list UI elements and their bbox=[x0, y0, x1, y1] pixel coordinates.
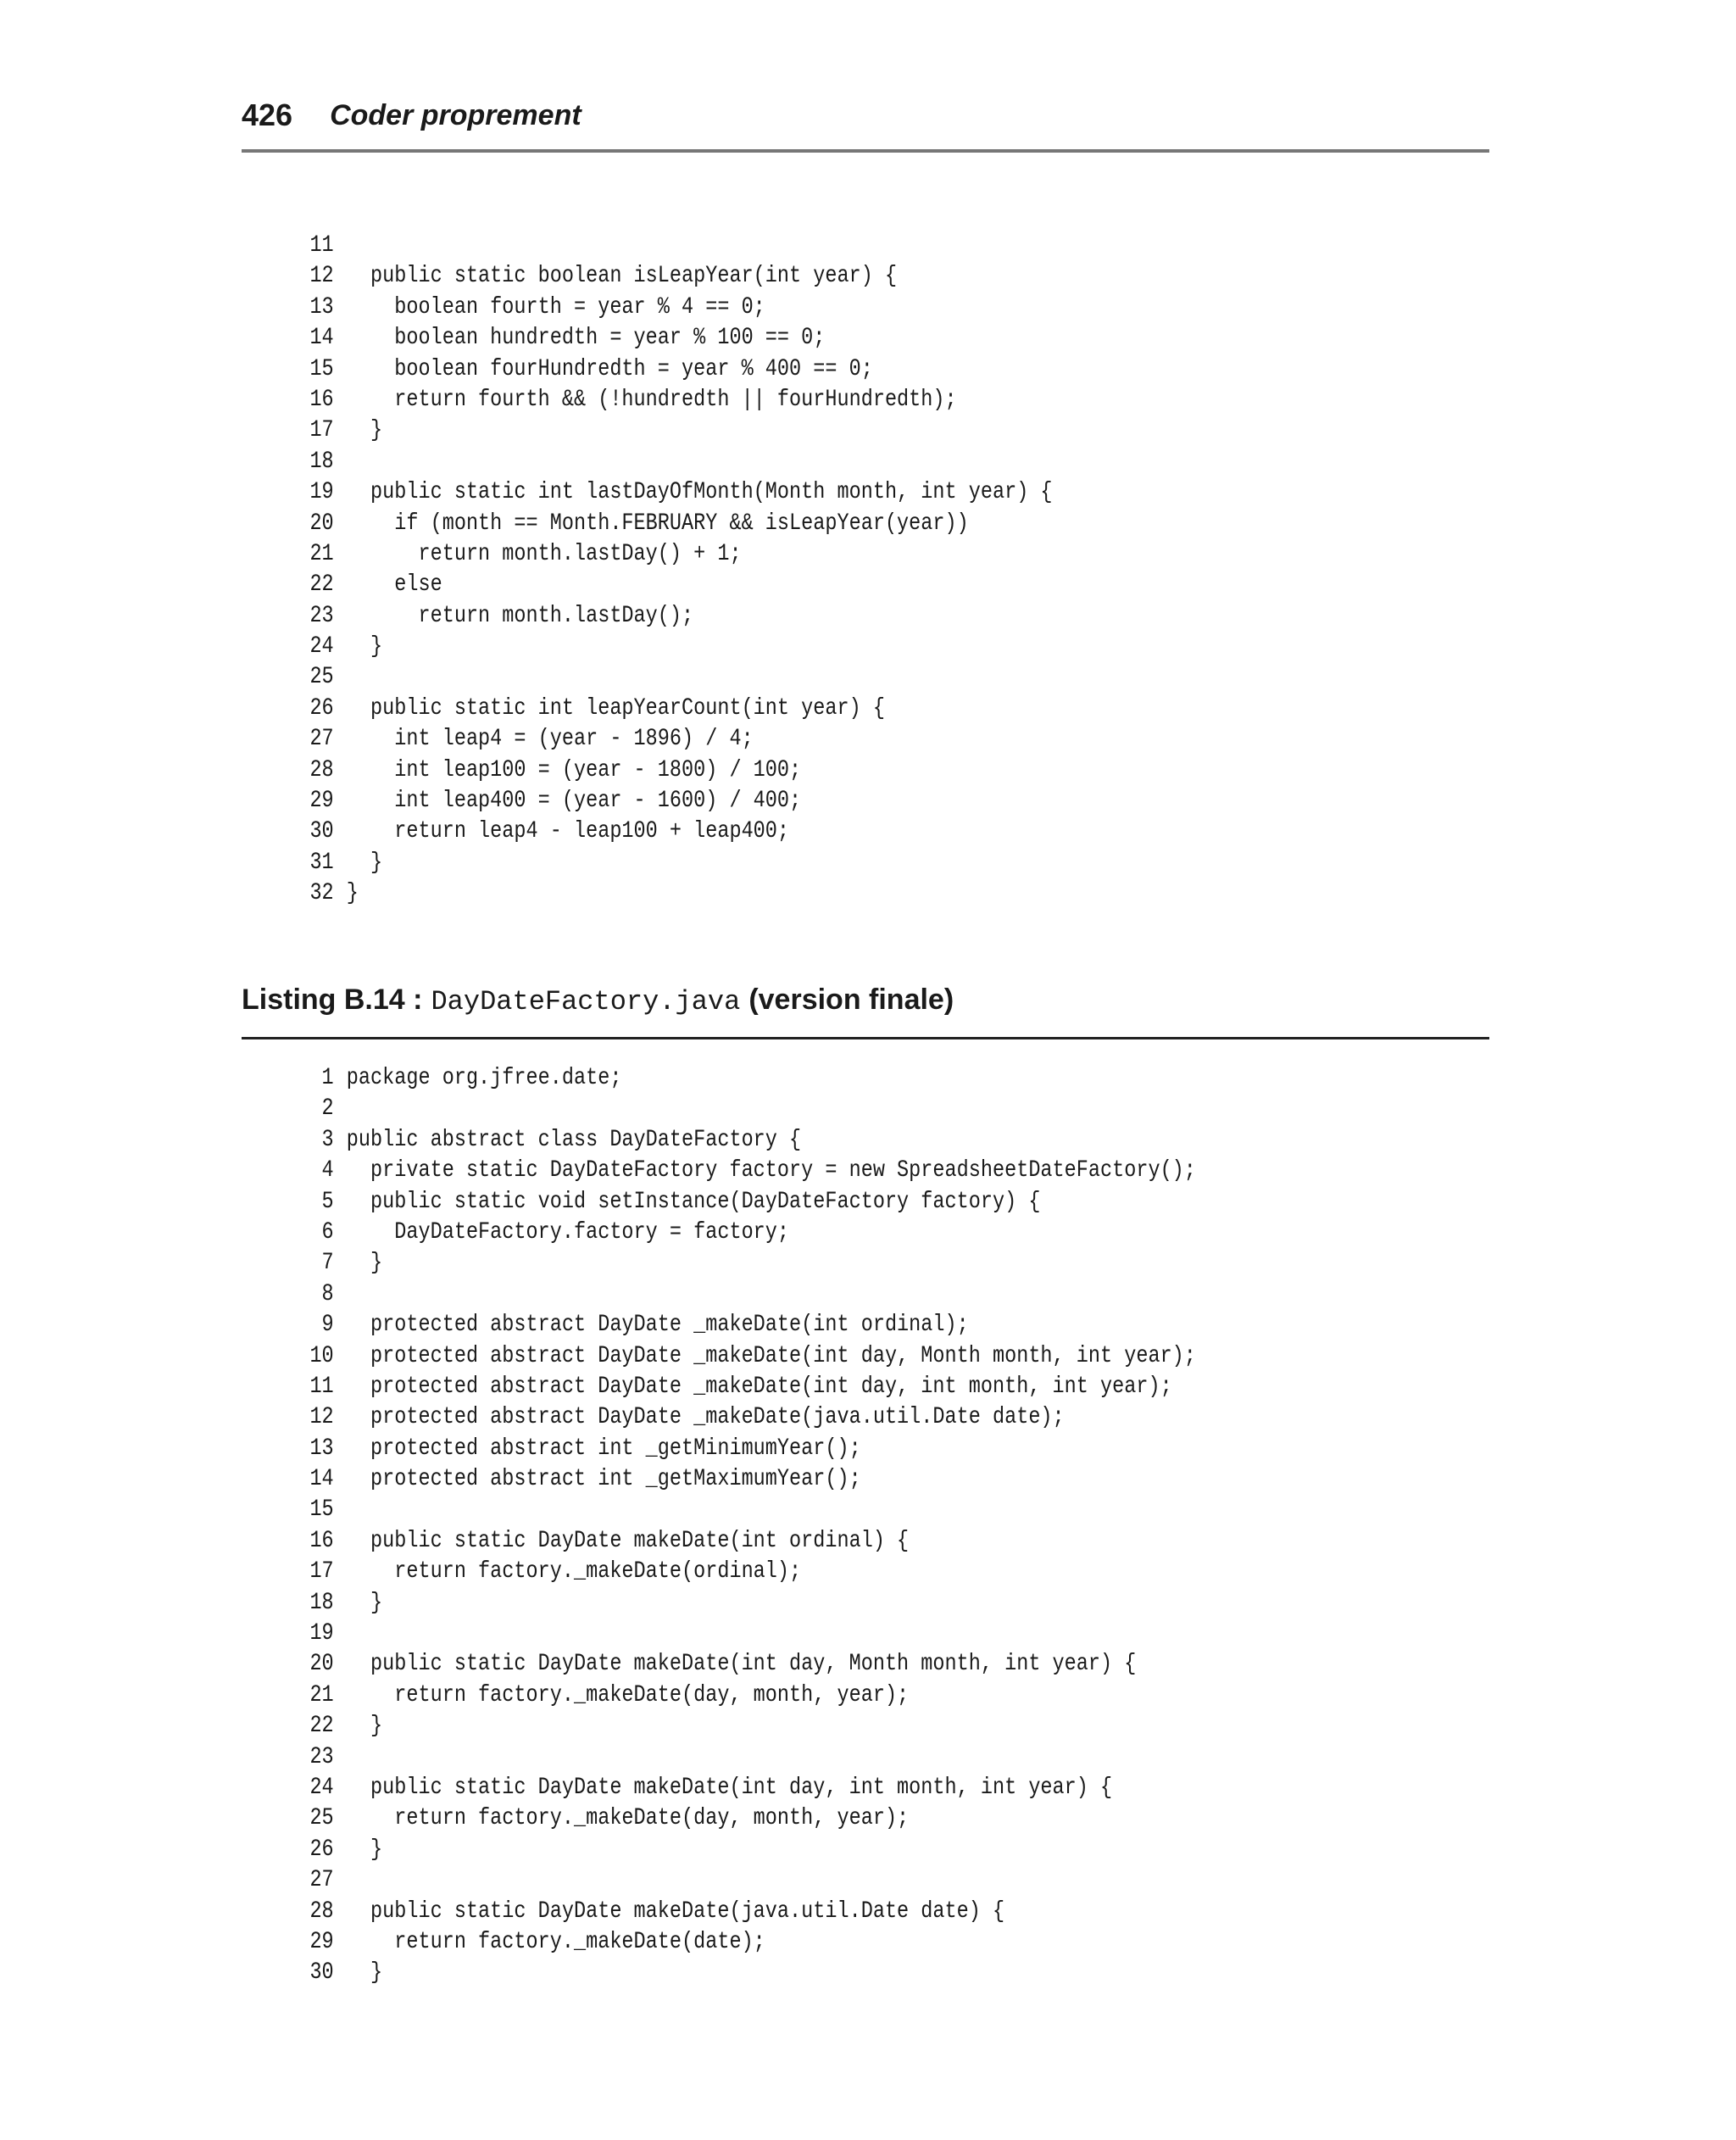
code-line bbox=[297, 1125, 1294, 1156]
line-code: } bbox=[346, 1713, 383, 1740]
line-code: } bbox=[346, 1959, 383, 1987]
line-number: 26 bbox=[309, 1836, 334, 1863]
code-line bbox=[297, 1094, 1294, 1124]
line-code: if (month == Month.FEBRUARY && isLeapYear(year)) bbox=[346, 510, 969, 537]
line-code: package org.jfree.date; bbox=[346, 1065, 622, 1091]
code-line bbox=[297, 878, 1294, 909]
line-code: return leap4 - leap100 + leap400; bbox=[346, 818, 790, 845]
line-code: protected abstract int _getMinimumYear(); bbox=[346, 1435, 861, 1462]
line-code: DayDateFactory.factory = factory; bbox=[346, 1218, 790, 1246]
code-line bbox=[297, 755, 1294, 786]
line-code: public static DayDate makeDate(int day, Month month, int year) { bbox=[346, 1651, 1137, 1678]
line-code: public static int leapYearCount(int year) { bbox=[346, 694, 885, 722]
line-number: 26 bbox=[309, 694, 334, 722]
code-line bbox=[297, 447, 1294, 477]
listing-suffix: (version finale) bbox=[748, 984, 954, 1016]
running-title: Coder proprement bbox=[330, 99, 581, 131]
line-number: 20 bbox=[309, 510, 334, 537]
line-code: boolean hundredth = year % 100 == 0; bbox=[346, 325, 826, 352]
code-line bbox=[297, 1402, 1294, 1433]
code-line bbox=[297, 662, 1294, 693]
code-line bbox=[297, 1557, 1294, 1587]
line-code: return month.lastDay() + 1; bbox=[346, 540, 742, 567]
line-number: 8 bbox=[321, 1280, 334, 1307]
line-number: 18 bbox=[309, 448, 334, 475]
code-line bbox=[297, 1279, 1294, 1310]
code-line bbox=[297, 1218, 1294, 1248]
line-code: return factory._makeDate(day, month, year); bbox=[346, 1681, 910, 1708]
line-number: 18 bbox=[309, 1589, 334, 1616]
line-code: else bbox=[346, 571, 442, 599]
code-line bbox=[297, 1434, 1294, 1464]
line-number: 17 bbox=[309, 1558, 334, 1585]
code-line bbox=[297, 1063, 1294, 1094]
line-code: public static DayDate makeDate(int day, int month, int year) { bbox=[346, 1774, 1113, 1801]
line-number: 4 bbox=[321, 1157, 334, 1184]
line-number: 19 bbox=[309, 479, 334, 506]
line-number: 24 bbox=[309, 633, 334, 660]
line-number: 5 bbox=[321, 1188, 334, 1215]
code-line bbox=[297, 1680, 1294, 1711]
line-number: 31 bbox=[309, 849, 334, 876]
line-number: 27 bbox=[309, 1867, 334, 1894]
code-line bbox=[297, 323, 1294, 354]
code-line bbox=[297, 509, 1294, 539]
line-number: 19 bbox=[309, 1620, 334, 1647]
line-code: protected abstract DayDate _makeDate(int ordinal); bbox=[346, 1312, 969, 1339]
line-code: } bbox=[346, 417, 383, 444]
line-number: 13 bbox=[309, 1435, 334, 1462]
code-line bbox=[297, 848, 1294, 878]
line-number: 10 bbox=[309, 1342, 334, 1369]
listing-label: Listing B.14 : bbox=[242, 984, 423, 1016]
line-number: 22 bbox=[309, 571, 334, 599]
code-line bbox=[297, 1865, 1294, 1896]
code-listing-top bbox=[297, 231, 1294, 910]
line-code: public static DayDate makeDate(int ordinal) { bbox=[346, 1527, 910, 1554]
code-line bbox=[297, 539, 1294, 570]
line-code: protected abstract DayDate _makeDate(int day, int month, int year); bbox=[346, 1373, 1172, 1400]
line-code: } bbox=[346, 1589, 383, 1616]
code-line bbox=[297, 1742, 1294, 1773]
line-code: } bbox=[346, 849, 383, 876]
line-number: 11 bbox=[309, 232, 334, 259]
code-line bbox=[297, 1619, 1294, 1649]
code-line bbox=[297, 601, 1294, 632]
code-line bbox=[297, 1927, 1294, 1958]
code-line bbox=[297, 1248, 1294, 1279]
code-line bbox=[297, 261, 1294, 292]
line-code: } bbox=[346, 633, 383, 660]
line-number: 28 bbox=[309, 1898, 334, 1925]
code-line bbox=[297, 231, 1294, 261]
line-code: return factory._makeDate(ordinal); bbox=[346, 1558, 802, 1585]
code-line bbox=[297, 477, 1294, 508]
line-number: 29 bbox=[309, 788, 334, 815]
line-number: 15 bbox=[309, 1496, 334, 1524]
line-code: protected abstract DayDate _makeDate(int day, Month month, int year); bbox=[346, 1342, 1196, 1369]
line-number: 21 bbox=[309, 540, 334, 567]
line-number: 7 bbox=[321, 1250, 334, 1277]
line-code: public static int lastDayOfMonth(Month month, int year) { bbox=[346, 479, 1053, 506]
line-code: int leap4 = (year - 1896) / 4; bbox=[346, 726, 754, 753]
code-line bbox=[297, 1464, 1294, 1495]
code-line bbox=[297, 1495, 1294, 1525]
line-number: 9 bbox=[321, 1312, 334, 1339]
line-number: 21 bbox=[309, 1681, 334, 1708]
line-code: public static void setInstance(DayDateFactory factory) { bbox=[346, 1188, 1041, 1215]
listing-filename: DayDateFactory.java bbox=[431, 986, 741, 1017]
line-number: 12 bbox=[309, 1404, 334, 1431]
code-line bbox=[297, 1156, 1294, 1186]
code-line bbox=[297, 1187, 1294, 1218]
code-line bbox=[297, 632, 1294, 662]
page-header bbox=[242, 95, 1489, 153]
line-code: } bbox=[346, 1836, 383, 1863]
code-line bbox=[297, 415, 1294, 446]
line-number: 20 bbox=[309, 1651, 334, 1678]
code-line bbox=[297, 786, 1294, 816]
code-line bbox=[297, 354, 1294, 385]
line-number: 24 bbox=[309, 1774, 334, 1801]
line-code: boolean fourth = year % 4 == 0; bbox=[346, 293, 765, 320]
code-line bbox=[297, 1649, 1294, 1680]
line-code: return factory._makeDate(day, month, year); bbox=[346, 1805, 910, 1832]
code-line bbox=[297, 570, 1294, 600]
code-line bbox=[297, 1310, 1294, 1340]
code-listing-bottom bbox=[297, 1063, 1294, 1989]
code-line bbox=[297, 293, 1294, 323]
line-code: int leap400 = (year - 1600) / 400; bbox=[346, 788, 802, 815]
code-line bbox=[297, 724, 1294, 755]
line-number: 22 bbox=[309, 1713, 334, 1740]
line-number: 28 bbox=[309, 756, 334, 783]
code-line bbox=[297, 1588, 1294, 1619]
line-code: protected abstract int _getMaximumYear(); bbox=[346, 1466, 861, 1493]
code-line bbox=[297, 694, 1294, 724]
line-number: 1 bbox=[321, 1065, 334, 1091]
line-code: int leap100 = (year - 1800) / 100; bbox=[346, 756, 802, 783]
code-line bbox=[297, 385, 1294, 415]
line-number: 16 bbox=[309, 1527, 334, 1554]
line-number: 23 bbox=[309, 602, 334, 629]
line-number: 14 bbox=[309, 1466, 334, 1493]
line-number: 6 bbox=[321, 1218, 334, 1246]
line-number: 11 bbox=[309, 1373, 334, 1400]
page-number: 426 bbox=[242, 98, 293, 132]
code-line bbox=[297, 1897, 1294, 1927]
line-number: 25 bbox=[309, 664, 334, 691]
line-number: 29 bbox=[309, 1928, 334, 1955]
line-number: 13 bbox=[309, 293, 334, 320]
code-line bbox=[297, 1803, 1294, 1834]
code-line bbox=[297, 1372, 1294, 1402]
line-number: 30 bbox=[309, 818, 334, 845]
line-number: 15 bbox=[309, 355, 334, 382]
code-line bbox=[297, 1773, 1294, 1803]
line-code: boolean fourHundredth = year % 400 == 0; bbox=[346, 355, 873, 382]
line-number: 32 bbox=[309, 880, 334, 907]
code-line bbox=[297, 1341, 1294, 1372]
line-number: 27 bbox=[309, 726, 334, 753]
line-number: 2 bbox=[321, 1095, 334, 1123]
line-code: return fourth && (!hundredth || fourHundredth); bbox=[346, 386, 957, 413]
line-number: 16 bbox=[309, 386, 334, 413]
line-number: 3 bbox=[321, 1126, 334, 1153]
line-number: 14 bbox=[309, 325, 334, 352]
line-code: public static DayDate makeDate(java.util.Date date) { bbox=[346, 1898, 1005, 1925]
code-line bbox=[297, 1711, 1294, 1742]
line-code: return factory._makeDate(date); bbox=[346, 1928, 765, 1955]
line-code: } bbox=[346, 880, 359, 907]
code-line bbox=[297, 1958, 1294, 1988]
line-code: return month.lastDay(); bbox=[346, 602, 694, 629]
code-line bbox=[297, 816, 1294, 847]
line-number: 23 bbox=[309, 1743, 334, 1770]
line-number: 25 bbox=[309, 1805, 334, 1832]
code-line bbox=[297, 1835, 1294, 1865]
line-code: public static boolean isLeapYear(int year) { bbox=[346, 263, 898, 290]
line-number: 12 bbox=[309, 263, 334, 290]
listing-caption bbox=[242, 984, 1489, 1039]
line-code: protected abstract DayDate _makeDate(java.util.Date date); bbox=[346, 1404, 1065, 1431]
line-code: private static DayDateFactory factory = new SpreadsheetDateFactory(); bbox=[346, 1157, 1196, 1184]
line-code: public abstract class DayDateFactory { bbox=[346, 1126, 802, 1153]
line-number: 17 bbox=[309, 417, 334, 444]
line-code: } bbox=[346, 1250, 383, 1277]
line-number: 30 bbox=[309, 1959, 334, 1987]
code-line bbox=[297, 1526, 1294, 1557]
